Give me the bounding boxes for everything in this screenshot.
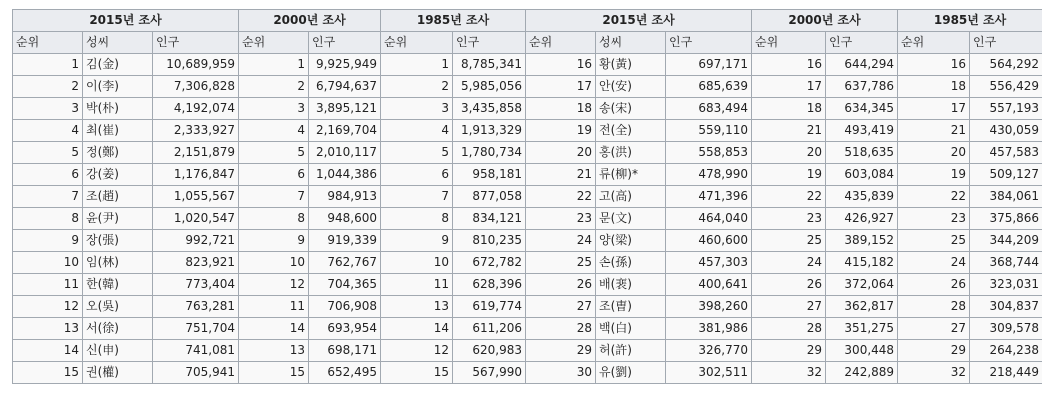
cell-population-1985: 430,059	[970, 120, 1042, 142]
cell-population-1985: 611,206	[453, 318, 526, 340]
cell-rank-2000: 2	[239, 76, 309, 98]
cell-rank-2015: 17	[526, 76, 596, 98]
column-header-population: 인구	[970, 32, 1042, 54]
cell-rank-2015: 28	[526, 318, 596, 340]
cell-surname: 송(宋)	[596, 98, 666, 120]
header-group-row	[13, 10, 1042, 32]
cell-rank-2000: 32	[752, 362, 826, 384]
cell-population-2015: 558,853	[666, 142, 752, 164]
cell-population-1985: 8,785,341	[453, 54, 526, 76]
cell-population-1985: 877,058	[453, 186, 526, 208]
cell-rank-2015: 29	[526, 340, 596, 362]
cell-surname: 조(趙)	[83, 186, 153, 208]
cell-surname: 전(全)	[596, 120, 666, 142]
cell-population-2015: 685,639	[666, 76, 752, 98]
cell-rank-2015: 24	[526, 230, 596, 252]
table-row	[13, 208, 1042, 230]
cell-population-1985: 375,866	[970, 208, 1042, 230]
cell-population-1985: 628,396	[453, 274, 526, 296]
cell-population-2015: 697,171	[666, 54, 752, 76]
cell-population-1985: 384,061	[970, 186, 1042, 208]
cell-population-2015: 478,990	[666, 164, 752, 186]
cell-population-2000: 644,294	[826, 54, 898, 76]
cell-rank-2015: 14	[13, 340, 83, 362]
cell-population-2015: 2,151,879	[153, 142, 239, 164]
cell-population-1985: 619,774	[453, 296, 526, 318]
cell-rank-2000: 24	[752, 252, 826, 274]
group-header-1985-right: 1985년 조사	[898, 10, 1042, 32]
cell-rank-2000: 15	[239, 362, 309, 384]
surname-population-table	[12, 9, 1042, 384]
cell-population-2015: 559,110	[666, 120, 752, 142]
cell-population-1985: 1,913,329	[453, 120, 526, 142]
cell-rank-2000: 25	[752, 230, 826, 252]
cell-rank-1985: 26	[898, 274, 970, 296]
cell-rank-2015: 25	[526, 252, 596, 274]
cell-surname: 서(徐)	[83, 318, 153, 340]
group-header-2015-left: 2015년 조사	[13, 10, 239, 32]
cell-population-2015: 326,770	[666, 340, 752, 362]
cell-rank-2015: 26	[526, 274, 596, 296]
cell-rank-1985: 15	[381, 362, 453, 384]
cell-rank-2000: 26	[752, 274, 826, 296]
cell-rank-2015: 21	[526, 164, 596, 186]
cell-rank-1985: 32	[898, 362, 970, 384]
cell-rank-2000: 8	[239, 208, 309, 230]
cell-rank-2015: 6	[13, 164, 83, 186]
cell-surname: 고(高)	[596, 186, 666, 208]
cell-population-2015: 992,721	[153, 230, 239, 252]
cell-population-2015: 4,192,074	[153, 98, 239, 120]
cell-surname: 문(文)	[596, 208, 666, 230]
cell-rank-1985: 20	[898, 142, 970, 164]
cell-rank-1985: 25	[898, 230, 970, 252]
table-row	[13, 318, 1042, 340]
cell-population-1985: 344,209	[970, 230, 1042, 252]
cell-rank-2000: 18	[752, 98, 826, 120]
cell-rank-2000: 9	[239, 230, 309, 252]
cell-population-2015: 1,020,547	[153, 208, 239, 230]
cell-surname: 한(韓)	[83, 274, 153, 296]
cell-rank-2015: 4	[13, 120, 83, 142]
cell-rank-1985: 22	[898, 186, 970, 208]
cell-surname: 백(白)	[596, 318, 666, 340]
cell-rank-2015: 9	[13, 230, 83, 252]
cell-rank-2000: 20	[752, 142, 826, 164]
cell-surname: 배(裵)	[596, 274, 666, 296]
cell-population-2015: 1,176,847	[153, 164, 239, 186]
cell-population-2015: 400,641	[666, 274, 752, 296]
cell-rank-1985: 17	[898, 98, 970, 120]
cell-rank-2000: 10	[239, 252, 309, 274]
column-header-population: 인구	[666, 32, 752, 54]
cell-rank-2000: 4	[239, 120, 309, 142]
cell-population-1985: 1,780,734	[453, 142, 526, 164]
cell-population-2000: 389,152	[826, 230, 898, 252]
cell-surname: 신(申)	[83, 340, 153, 362]
cell-rank-1985: 6	[381, 164, 453, 186]
cell-population-2000: 704,365	[309, 274, 381, 296]
cell-population-2000: 762,767	[309, 252, 381, 274]
cell-population-2015: 705,941	[153, 362, 239, 384]
cell-population-2000: 706,908	[309, 296, 381, 318]
cell-rank-2015: 10	[13, 252, 83, 274]
column-header-population: 인구	[453, 32, 526, 54]
cell-population-2000: 3,895,121	[309, 98, 381, 120]
column-header-rank: 순위	[752, 32, 826, 54]
table-row	[13, 340, 1042, 362]
cell-population-2015: 10,689,959	[153, 54, 239, 76]
cell-population-2000: 693,954	[309, 318, 381, 340]
column-header-rank: 순위	[898, 32, 970, 54]
cell-surname: 손(孫)	[596, 252, 666, 274]
cell-rank-2000: 28	[752, 318, 826, 340]
cell-rank-2015: 20	[526, 142, 596, 164]
cell-population-2015: 823,921	[153, 252, 239, 274]
cell-surname: 양(梁)	[596, 230, 666, 252]
cell-population-1985: 368,744	[970, 252, 1042, 274]
cell-surname: 박(朴)	[83, 98, 153, 120]
cell-population-1985: 834,121	[453, 208, 526, 230]
column-header-rank: 순위	[13, 32, 83, 54]
header-column-row	[13, 32, 1042, 54]
cell-surname: 안(安)	[596, 76, 666, 98]
table-row	[13, 296, 1042, 318]
cell-surname: 최(崔)	[83, 120, 153, 142]
cell-population-2015: 460,600	[666, 230, 752, 252]
cell-rank-2000: 19	[752, 164, 826, 186]
cell-surname: 황(黃)	[596, 54, 666, 76]
column-header-rank: 순위	[381, 32, 453, 54]
group-header-2000-right: 2000년 조사	[752, 10, 898, 32]
cell-population-1985: 672,782	[453, 252, 526, 274]
cell-population-2000: 351,275	[826, 318, 898, 340]
cell-population-1985: 567,990	[453, 362, 526, 384]
cell-rank-2000: 16	[752, 54, 826, 76]
column-header-surname: 성씨	[83, 32, 153, 54]
column-header-rank: 순위	[239, 32, 309, 54]
table-body	[13, 54, 1042, 384]
cell-rank-1985: 8	[381, 208, 453, 230]
cell-population-2000: 6,794,637	[309, 76, 381, 98]
cell-population-2000: 518,635	[826, 142, 898, 164]
cell-population-2000: 493,419	[826, 120, 898, 142]
cell-rank-1985: 2	[381, 76, 453, 98]
cell-rank-2000: 14	[239, 318, 309, 340]
cell-rank-2000: 6	[239, 164, 309, 186]
table-row	[13, 142, 1042, 164]
cell-population-2000: 2,169,704	[309, 120, 381, 142]
cell-population-1985: 323,031	[970, 274, 1042, 296]
cell-surname: 홍(洪)	[596, 142, 666, 164]
cell-rank-2015: 11	[13, 274, 83, 296]
cell-rank-1985: 24	[898, 252, 970, 274]
cell-rank-1985: 4	[381, 120, 453, 142]
cell-rank-2000: 13	[239, 340, 309, 362]
table-row	[13, 252, 1042, 274]
cell-population-2015: 381,986	[666, 318, 752, 340]
cell-surname: 류(柳)*	[596, 164, 666, 186]
cell-rank-2015: 19	[526, 120, 596, 142]
cell-population-2015: 741,081	[153, 340, 239, 362]
cell-population-2000: 919,339	[309, 230, 381, 252]
cell-population-2000: 948,600	[309, 208, 381, 230]
cell-rank-1985: 19	[898, 164, 970, 186]
cell-rank-2015: 2	[13, 76, 83, 98]
cell-population-2015: 773,404	[153, 274, 239, 296]
cell-population-2000: 603,084	[826, 164, 898, 186]
cell-population-1985: 309,578	[970, 318, 1042, 340]
group-header-2000-left: 2000년 조사	[239, 10, 381, 32]
cell-rank-2015: 18	[526, 98, 596, 120]
cell-population-2015: 7,306,828	[153, 76, 239, 98]
cell-surname: 조(曺)	[596, 296, 666, 318]
cell-surname: 정(鄭)	[83, 142, 153, 164]
cell-rank-1985: 28	[898, 296, 970, 318]
cell-rank-2015: 13	[13, 318, 83, 340]
cell-rank-2000: 29	[752, 340, 826, 362]
cell-rank-1985: 12	[381, 340, 453, 362]
cell-surname: 김(金)	[83, 54, 153, 76]
group-header-1985-left: 1985년 조사	[381, 10, 526, 32]
table-row	[13, 230, 1042, 252]
cell-rank-1985: 23	[898, 208, 970, 230]
cell-population-1985: 556,429	[970, 76, 1042, 98]
cell-population-1985: 457,583	[970, 142, 1042, 164]
cell-rank-2015: 7	[13, 186, 83, 208]
cell-population-1985: 264,238	[970, 340, 1042, 362]
cell-population-2015: 2,333,927	[153, 120, 239, 142]
cell-population-2015: 464,040	[666, 208, 752, 230]
cell-rank-1985: 29	[898, 340, 970, 362]
table-row	[13, 76, 1042, 98]
cell-surname: 윤(尹)	[83, 208, 153, 230]
cell-rank-2015: 1	[13, 54, 83, 76]
cell-surname: 오(吳)	[83, 296, 153, 318]
cell-population-2000: 300,448	[826, 340, 898, 362]
cell-rank-1985: 11	[381, 274, 453, 296]
cell-population-2000: 372,064	[826, 274, 898, 296]
cell-surname: 장(張)	[83, 230, 153, 252]
cell-population-2015: 398,260	[666, 296, 752, 318]
cell-rank-2015: 23	[526, 208, 596, 230]
column-header-population: 인구	[153, 32, 239, 54]
cell-rank-2015: 5	[13, 142, 83, 164]
cell-population-1985: 620,983	[453, 340, 526, 362]
cell-rank-2015: 30	[526, 362, 596, 384]
cell-rank-2000: 3	[239, 98, 309, 120]
group-header-2015-right: 2015년 조사	[526, 10, 752, 32]
cell-rank-1985: 21	[898, 120, 970, 142]
cell-population-2000: 242,889	[826, 362, 898, 384]
cell-population-2015: 471,396	[666, 186, 752, 208]
cell-rank-1985: 1	[381, 54, 453, 76]
cell-population-1985: 3,435,858	[453, 98, 526, 120]
table-row	[13, 98, 1042, 120]
cell-rank-2000: 5	[239, 142, 309, 164]
cell-rank-2015: 8	[13, 208, 83, 230]
cell-surname: 강(姜)	[83, 164, 153, 186]
column-header-rank: 순위	[526, 32, 596, 54]
cell-rank-1985: 7	[381, 186, 453, 208]
cell-population-1985: 5,985,056	[453, 76, 526, 98]
cell-rank-1985: 5	[381, 142, 453, 164]
column-header-surname: 성씨	[596, 32, 666, 54]
cell-population-2015: 683,494	[666, 98, 752, 120]
cell-population-1985: 810,235	[453, 230, 526, 252]
cell-rank-2000: 23	[752, 208, 826, 230]
cell-population-2015: 302,511	[666, 362, 752, 384]
cell-population-2000: 9,925,949	[309, 54, 381, 76]
cell-surname: 임(林)	[83, 252, 153, 274]
cell-rank-1985: 18	[898, 76, 970, 98]
table-row	[13, 362, 1042, 384]
table-row	[13, 186, 1042, 208]
cell-population-2000: 634,345	[826, 98, 898, 120]
column-header-population: 인구	[826, 32, 898, 54]
cell-rank-2015: 3	[13, 98, 83, 120]
cell-rank-2000: 21	[752, 120, 826, 142]
cell-rank-1985: 13	[381, 296, 453, 318]
table-row	[13, 164, 1042, 186]
cell-population-1985: 218,449	[970, 362, 1042, 384]
cell-population-1985: 509,127	[970, 164, 1042, 186]
cell-rank-2015: 27	[526, 296, 596, 318]
table-row	[13, 274, 1042, 296]
cell-surname: 이(李)	[83, 76, 153, 98]
cell-rank-1985: 3	[381, 98, 453, 120]
cell-population-2000: 426,927	[826, 208, 898, 230]
cell-rank-2015: 12	[13, 296, 83, 318]
cell-rank-2015: 15	[13, 362, 83, 384]
cell-population-2000: 652,495	[309, 362, 381, 384]
cell-surname: 유(劉)	[596, 362, 666, 384]
cell-rank-2000: 7	[239, 186, 309, 208]
cell-population-1985: 564,292	[970, 54, 1042, 76]
cell-population-1985: 557,193	[970, 98, 1042, 120]
cell-population-2000: 698,171	[309, 340, 381, 362]
cell-population-2000: 415,182	[826, 252, 898, 274]
cell-rank-1985: 9	[381, 230, 453, 252]
cell-population-2015: 457,303	[666, 252, 752, 274]
cell-population-1985: 304,837	[970, 296, 1042, 318]
cell-population-2000: 984,913	[309, 186, 381, 208]
cell-population-2015: 763,281	[153, 296, 239, 318]
cell-rank-1985: 10	[381, 252, 453, 274]
cell-population-2000: 362,817	[826, 296, 898, 318]
cell-rank-1985: 16	[898, 54, 970, 76]
cell-population-1985: 958,181	[453, 164, 526, 186]
cell-rank-2000: 1	[239, 54, 309, 76]
column-header-population: 인구	[309, 32, 381, 54]
cell-rank-2015: 16	[526, 54, 596, 76]
table-row	[13, 120, 1042, 142]
cell-surname: 허(許)	[596, 340, 666, 362]
table-row	[13, 54, 1042, 76]
cell-rank-2000: 11	[239, 296, 309, 318]
cell-population-2000: 2,010,117	[309, 142, 381, 164]
cell-surname: 권(權)	[83, 362, 153, 384]
cell-population-2000: 1,044,386	[309, 164, 381, 186]
cell-rank-2015: 22	[526, 186, 596, 208]
cell-rank-2000: 12	[239, 274, 309, 296]
cell-rank-2000: 27	[752, 296, 826, 318]
cell-rank-2000: 17	[752, 76, 826, 98]
cell-population-2000: 435,839	[826, 186, 898, 208]
cell-population-2015: 751,704	[153, 318, 239, 340]
cell-population-2000: 637,786	[826, 76, 898, 98]
cell-rank-1985: 14	[381, 318, 453, 340]
cell-rank-2000: 22	[752, 186, 826, 208]
cell-population-2015: 1,055,567	[153, 186, 239, 208]
cell-rank-1985: 27	[898, 318, 970, 340]
